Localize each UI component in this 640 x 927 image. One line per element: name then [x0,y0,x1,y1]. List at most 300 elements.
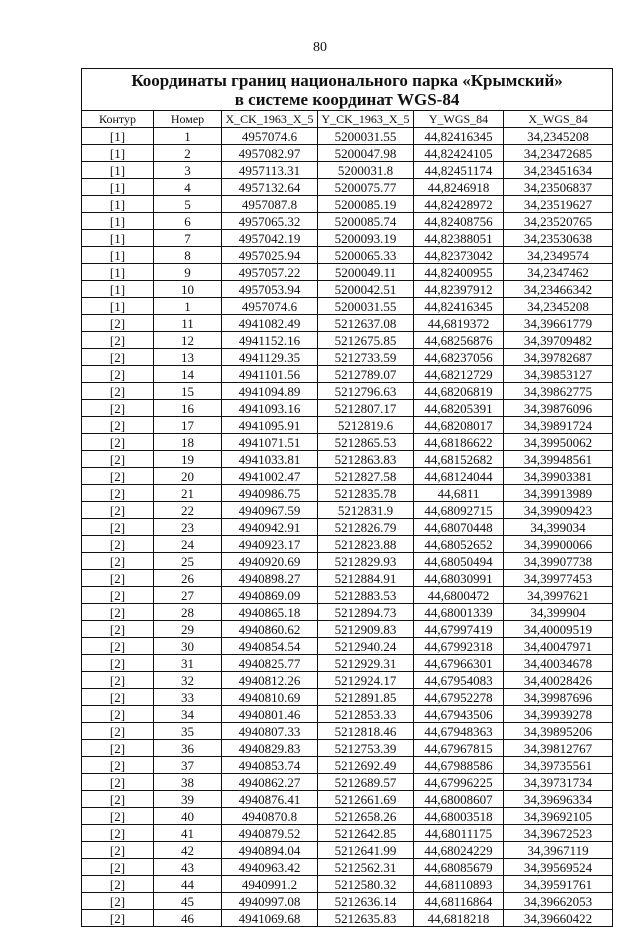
cell-x-wgs-84: 34,39696334 [504,791,613,808]
cell-x-ck-1963: 4940997.08 [222,893,318,910]
table-row [82,774,613,791]
cell-x-wgs-84: 34,3997621 [504,587,613,604]
cell-y-ck-1963: 5200031.55 [318,298,414,315]
table-row [82,876,613,893]
cell-y-wgs-84: 44,68206819 [414,383,504,400]
cell-contour: [2] [82,468,154,485]
cell-y-ck-1963: 5200085.19 [318,196,414,213]
cell-x-wgs-84: 34,40047971 [504,638,613,655]
cell-contour: [2] [82,604,154,621]
table-row [82,859,613,876]
cell-contour: [1] [82,264,154,281]
cell-y-ck-1963: 5212827.58 [318,468,414,485]
table-row [82,893,613,910]
cell-y-wgs-84: 44,67948363 [414,723,504,740]
cell-number: 21 [154,485,222,502]
cell-x-wgs-84: 34,39569524 [504,859,613,876]
cell-number: 33 [154,689,222,706]
cell-y-ck-1963: 5212580.32 [318,876,414,893]
cell-y-ck-1963: 5212929.31 [318,655,414,672]
cell-x-wgs-84: 34,39812767 [504,740,613,757]
table-row [82,672,613,689]
cell-number: 18 [154,434,222,451]
cell-number: 14 [154,366,222,383]
cell-x-wgs-84: 34,39853127 [504,366,613,383]
cell-y-ck-1963: 5212796.63 [318,383,414,400]
table-body [82,128,613,927]
cell-number: 28 [154,604,222,621]
cell-x-ck-1963: 4940920.69 [222,553,318,570]
cell-contour: [2] [82,859,154,876]
cell-y-wgs-84: 44,68116864 [414,893,504,910]
cell-x-wgs-84: 34,39891724 [504,417,613,434]
cell-x-ck-1963: 4940942.91 [222,519,318,536]
cell-x-wgs-84: 34,399904 [504,604,613,621]
cell-x-ck-1963: 4940810.69 [222,689,318,706]
table-row [82,281,613,298]
cell-x-wgs-84: 34,23506837 [504,179,613,196]
cell-x-wgs-84: 34,40034678 [504,655,613,672]
cell-y-ck-1963: 5212692.49 [318,757,414,774]
cell-y-ck-1963: 5212829.93 [318,553,414,570]
cell-x-wgs-84: 34,2345208 [504,298,613,315]
cell-y-wgs-84: 44,67966301 [414,655,504,672]
table-row [82,247,613,264]
cell-x-wgs-84: 34,39948561 [504,451,613,468]
cell-y-wgs-84: 44,67967815 [414,740,504,757]
cell-x-wgs-84: 34,40028426 [504,672,613,689]
cell-y-wgs-84: 44,68070448 [414,519,504,536]
cell-number: 36 [154,740,222,757]
cell-x-ck-1963: 4957074.6 [222,298,318,315]
table-row [82,570,613,587]
table-title-line-1: Координаты границ национального парка «Крымский» [131,71,563,90]
cell-y-wgs-84: 44,68124044 [414,468,504,485]
cell-x-ck-1963: 4940894.04 [222,842,318,859]
cell-y-wgs-84: 44,67992318 [414,638,504,655]
cell-number: 34 [154,706,222,723]
cell-x-ck-1963: 4940812.26 [222,672,318,689]
cell-y-wgs-84: 44,68110893 [414,876,504,893]
table-row [82,825,613,842]
cell-y-ck-1963: 5212883.53 [318,587,414,604]
cell-x-ck-1963: 4957087.8 [222,196,318,213]
cell-x-wgs-84: 34,23519627 [504,196,613,213]
cell-y-wgs-84: 44,67954083 [414,672,504,689]
cell-contour: [2] [82,451,154,468]
cell-x-wgs-84: 34,2345208 [504,128,613,145]
cell-y-wgs-84: 44,68208017 [414,417,504,434]
cell-number: 32 [154,672,222,689]
cell-number: 19 [154,451,222,468]
column-header-y-ck-1963: Y_CK_1963_X_5 [318,111,414,128]
cell-x-wgs-84: 34,39692105 [504,808,613,825]
cell-x-wgs-84: 34,39662053 [504,893,613,910]
cell-contour: [2] [82,621,154,638]
cell-y-ck-1963: 5212819.6 [318,417,414,434]
column-header-x-wgs-84: X_WGS_84 [504,111,613,128]
table-row [82,723,613,740]
table-row [82,808,613,825]
table-row [82,604,613,621]
cell-contour: [2] [82,689,154,706]
cell-x-wgs-84: 34,39977453 [504,570,613,587]
cell-y-wgs-84: 44,6811 [414,485,504,502]
cell-x-wgs-84: 34,2349574 [504,247,613,264]
cell-contour: [1] [82,213,154,230]
cell-x-ck-1963: 4940879.52 [222,825,318,842]
cell-x-ck-1963: 4940986.75 [222,485,318,502]
cell-y-ck-1963: 5212562.31 [318,859,414,876]
cell-x-ck-1963: 4957025.94 [222,247,318,264]
cell-x-wgs-84: 34,39709482 [504,332,613,349]
table-row [82,638,613,655]
cell-y-wgs-84: 44,82416345 [414,298,504,315]
cell-y-ck-1963: 5212863.83 [318,451,414,468]
table-row [82,536,613,553]
cell-contour: [1] [82,162,154,179]
table-row [82,383,613,400]
table-row [82,587,613,604]
column-header-x-ck-1963: X_CK_1963_X_5 [222,111,318,128]
table-row [82,332,613,349]
cell-y-ck-1963: 5212909.83 [318,621,414,638]
cell-y-wgs-84: 44,82428972 [414,196,504,213]
cell-number: 3 [154,162,222,179]
cell-y-ck-1963: 5212894.73 [318,604,414,621]
cell-number: 26 [154,570,222,587]
cell-number: 40 [154,808,222,825]
table-row [82,417,613,434]
cell-number: 12 [154,332,222,349]
cell-number: 10 [154,281,222,298]
cell-x-wgs-84: 34,39987696 [504,689,613,706]
cell-y-wgs-84: 44,6819372 [414,315,504,332]
cell-number: 11 [154,315,222,332]
cell-y-wgs-84: 44,68092715 [414,502,504,519]
cell-y-wgs-84: 44,68052652 [414,536,504,553]
table-row [82,145,613,162]
table-row [82,740,613,757]
cell-x-ck-1963: 4940870.8 [222,808,318,825]
table-row [82,451,613,468]
cell-number: 15 [154,383,222,400]
cell-x-ck-1963: 4957065.32 [222,213,318,230]
cell-number: 13 [154,349,222,366]
cell-x-ck-1963: 4940991.2 [222,876,318,893]
cell-x-ck-1963: 4941095.91 [222,417,318,434]
cell-y-wgs-84: 44,67997419 [414,621,504,638]
cell-y-ck-1963: 5212835.78 [318,485,414,502]
cell-y-ck-1963: 5212891.85 [318,689,414,706]
cell-x-wgs-84: 34,39913989 [504,485,613,502]
table-row [82,264,613,281]
cell-number: 8 [154,247,222,264]
cell-y-ck-1963: 5212789.07 [318,366,414,383]
cell-number: 31 [154,655,222,672]
table-row [82,621,613,638]
cell-contour: [1] [82,230,154,247]
cell-x-ck-1963: 4941071.51 [222,434,318,451]
cell-y-wgs-84: 44,82451174 [414,162,504,179]
table-row [82,315,613,332]
cell-contour: [2] [82,417,154,434]
cell-number: 20 [154,468,222,485]
cell-y-ck-1963: 5200031.8 [318,162,414,179]
cell-x-wgs-84: 34,2347462 [504,264,613,281]
cell-number: 42 [154,842,222,859]
cell-y-wgs-84: 44,82388051 [414,230,504,247]
cell-contour: [2] [82,757,154,774]
table-row [82,196,613,213]
cell-x-wgs-84: 34,3967119 [504,842,613,859]
cell-x-wgs-84: 34,39900066 [504,536,613,553]
cell-y-wgs-84: 44,68237056 [414,349,504,366]
cell-y-ck-1963: 5212733.59 [318,349,414,366]
cell-x-ck-1963: 4940865.18 [222,604,318,621]
cell-y-wgs-84: 44,68205391 [414,400,504,417]
cell-contour: [1] [82,196,154,213]
cell-y-wgs-84: 44,67943506 [414,706,504,723]
cell-y-wgs-84: 44,6800472 [414,587,504,604]
cell-y-wgs-84: 44,68011175 [414,825,504,842]
cell-y-wgs-84: 44,82397912 [414,281,504,298]
cell-x-wgs-84: 34,39661779 [504,315,613,332]
cell-x-wgs-84: 34,23472685 [504,145,613,162]
cell-x-ck-1963: 4940807.33 [222,723,318,740]
cell-y-wgs-84: 44,82373042 [414,247,504,264]
cell-y-ck-1963: 5212637.08 [318,315,414,332]
table-title-line-2: в системе координат WGS-84 [234,90,460,109]
cell-contour: [2] [82,536,154,553]
cell-contour: [2] [82,434,154,451]
table-row [82,553,613,570]
cell-contour: [1] [82,247,154,264]
cell-x-wgs-84: 34,23451634 [504,162,613,179]
table-row [82,366,613,383]
table-row [82,502,613,519]
cell-number: 38 [154,774,222,791]
cell-x-ck-1963: 4940860.62 [222,621,318,638]
cell-y-ck-1963: 5212826.79 [318,519,414,536]
cell-x-wgs-84: 34,39909423 [504,502,613,519]
cell-contour: [1] [82,128,154,145]
cell-x-ck-1963: 4941082.49 [222,315,318,332]
cell-y-wgs-84: 44,68001339 [414,604,504,621]
cell-x-wgs-84: 34,39591761 [504,876,613,893]
table-row [82,230,613,247]
cell-y-wgs-84: 44,67996225 [414,774,504,791]
table-title-row [82,69,613,111]
cell-number: 5 [154,196,222,213]
column-header-contour: Контур [82,111,154,128]
cell-number: 45 [154,893,222,910]
table-row [82,298,613,315]
cell-y-ck-1963: 5212818.46 [318,723,414,740]
cell-x-ck-1963: 4957074.6 [222,128,318,145]
cell-x-wgs-84: 34,39876096 [504,400,613,417]
table-row [82,213,613,230]
table-row [82,485,613,502]
cell-contour: [2] [82,553,154,570]
cell-contour: [1] [82,281,154,298]
cell-x-ck-1963: 4940963.42 [222,859,318,876]
table-header-row [82,111,613,128]
cell-contour: [2] [82,825,154,842]
cell-y-ck-1963: 5200075.77 [318,179,414,196]
cell-number: 4 [154,179,222,196]
cell-x-wgs-84: 34,40009519 [504,621,613,638]
cell-y-wgs-84: 44,82400955 [414,264,504,281]
cell-y-ck-1963: 5212831.9 [318,502,414,519]
cell-contour: [2] [82,315,154,332]
cell-contour: [2] [82,400,154,417]
cell-number: 24 [154,536,222,553]
cell-y-ck-1963: 5212642.85 [318,825,414,842]
cell-y-wgs-84: 44,82424105 [414,145,504,162]
cell-y-wgs-84: 44,6818218 [414,910,504,927]
cell-contour: [2] [82,791,154,808]
table-row [82,706,613,723]
cell-x-wgs-84: 34,39731734 [504,774,613,791]
cell-contour: [2] [82,383,154,400]
cell-y-wgs-84: 44,82416345 [414,128,504,145]
cell-x-wgs-84: 34,39950062 [504,434,613,451]
cell-y-ck-1963: 5200085.74 [318,213,414,230]
cell-contour: [2] [82,842,154,859]
cell-x-wgs-84: 34,39660422 [504,910,613,927]
table-row [82,757,613,774]
cell-y-ck-1963: 5212940.24 [318,638,414,655]
cell-x-wgs-84: 34,39895206 [504,723,613,740]
cell-contour: [2] [82,655,154,672]
cell-contour: [2] [82,910,154,927]
cell-y-ck-1963: 5200065.33 [318,247,414,264]
cell-y-wgs-84: 44,68024229 [414,842,504,859]
cell-x-ck-1963: 4941152.16 [222,332,318,349]
cell-contour: [2] [82,366,154,383]
cell-x-ck-1963: 4940967.59 [222,502,318,519]
cell-x-wgs-84: 34,39907738 [504,553,613,570]
cell-x-ck-1963: 4940825.77 [222,655,318,672]
cell-y-ck-1963: 5212675.85 [318,332,414,349]
cell-number: 22 [154,502,222,519]
cell-number: 1 [154,298,222,315]
cell-contour: [2] [82,893,154,910]
cell-number: 1 [154,128,222,145]
cell-y-wgs-84: 44,67988586 [414,757,504,774]
cell-y-ck-1963: 5212823.88 [318,536,414,553]
cell-x-wgs-84: 34,39782687 [504,349,613,366]
cell-y-ck-1963: 5212753.39 [318,740,414,757]
cell-number: 29 [154,621,222,638]
cell-x-ck-1963: 4957053.94 [222,281,318,298]
cell-contour: [2] [82,587,154,604]
cell-x-ck-1963: 4940853.74 [222,757,318,774]
cell-y-ck-1963: 5200049.11 [318,264,414,281]
cell-x-ck-1963: 4957057.22 [222,264,318,281]
table-row [82,842,613,859]
cell-x-ck-1963: 4941069.68 [222,910,318,927]
cell-x-wgs-84: 34,39903381 [504,468,613,485]
cell-y-ck-1963: 5212807.17 [318,400,414,417]
cell-contour: [2] [82,706,154,723]
cell-y-ck-1963: 5200093.19 [318,230,414,247]
cell-y-wgs-84: 44,68050494 [414,553,504,570]
table-row [82,400,613,417]
cell-y-wgs-84: 44,67952278 [414,689,504,706]
cell-x-wgs-84: 34,23466342 [504,281,613,298]
cell-y-ck-1963: 5200047.98 [318,145,414,162]
cell-x-ck-1963: 4957082.97 [222,145,318,162]
cell-y-wgs-84: 44,8246918 [414,179,504,196]
cell-y-ck-1963: 5212636.14 [318,893,414,910]
cell-y-ck-1963: 5212658.26 [318,808,414,825]
cell-y-wgs-84: 44,68003518 [414,808,504,825]
cell-number: 30 [154,638,222,655]
table-row [82,128,613,145]
cell-y-ck-1963: 5212661.69 [318,791,414,808]
cell-y-wgs-84: 44,68212729 [414,366,504,383]
cell-x-ck-1963: 4957042.19 [222,230,318,247]
cell-contour: [2] [82,774,154,791]
cell-number: 23 [154,519,222,536]
cell-number: 6 [154,213,222,230]
cell-y-wgs-84: 44,68152682 [414,451,504,468]
cell-y-ck-1963: 5212924.17 [318,672,414,689]
cell-x-wgs-84: 34,39735561 [504,757,613,774]
cell-y-ck-1963: 5212689.57 [318,774,414,791]
cell-contour: [2] [82,519,154,536]
table-title [82,69,613,111]
cell-x-wgs-84: 34,23520765 [504,213,613,230]
cell-x-ck-1963: 4957132.64 [222,179,318,196]
cell-contour: [2] [82,672,154,689]
cell-x-wgs-84: 34,23530638 [504,230,613,247]
cell-y-wgs-84: 44,68030991 [414,570,504,587]
table-row [82,434,613,451]
cell-contour: [2] [82,502,154,519]
cell-y-ck-1963: 5212641.99 [318,842,414,859]
cell-y-wgs-84: 44,68008607 [414,791,504,808]
cell-x-wgs-84: 34,39862775 [504,383,613,400]
table-row [82,349,613,366]
cell-contour: [2] [82,332,154,349]
cell-y-wgs-84: 44,68186622 [414,434,504,451]
cell-number: 35 [154,723,222,740]
cell-contour: [2] [82,570,154,587]
cell-x-ck-1963: 4941033.81 [222,451,318,468]
cell-x-ck-1963: 4940829.83 [222,740,318,757]
cell-x-ck-1963: 4940923.17 [222,536,318,553]
page-number: 80 [313,40,327,55]
cell-number: 7 [154,230,222,247]
table-row [82,162,613,179]
cell-contour: [2] [82,485,154,502]
cell-y-wgs-84: 44,68256876 [414,332,504,349]
cell-x-ck-1963: 4940869.09 [222,587,318,604]
cell-x-ck-1963: 4941093.16 [222,400,318,417]
cell-x-ck-1963: 4941129.35 [222,349,318,366]
column-header-number: Номер [154,111,222,128]
cell-x-ck-1963: 4940898.27 [222,570,318,587]
cell-number: 41 [154,825,222,842]
table-row [82,910,613,927]
cell-number: 37 [154,757,222,774]
cell-number: 43 [154,859,222,876]
cell-number: 25 [154,553,222,570]
cell-x-ck-1963: 4940862.27 [222,774,318,791]
